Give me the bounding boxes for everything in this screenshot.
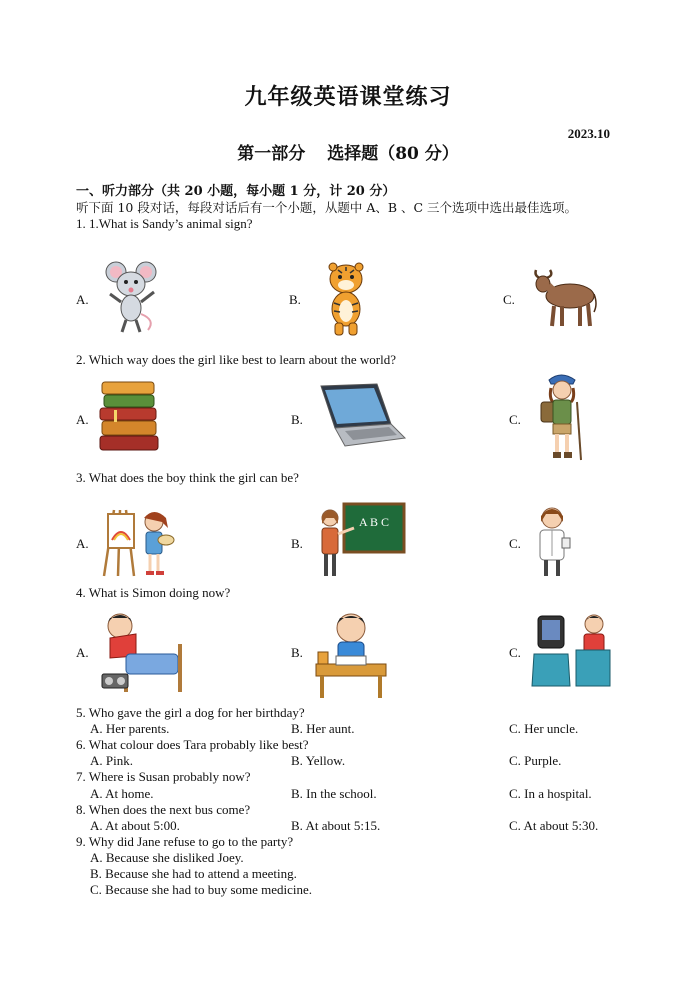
question-2-text: 2. Which way does the girl like best to learn about the world? — [76, 352, 396, 367]
q6-option-b[interactable]: B. Yellow. — [291, 753, 346, 768]
q5-option-b[interactable]: B. Her aunt. — [291, 721, 355, 736]
question-5-text: 5. Who gave the girl a dog for her birthday? — [76, 705, 305, 720]
exam-date: 2023.10 — [567, 126, 610, 141]
q7-option-a[interactable]: A. At home. — [90, 786, 154, 801]
q2-option-b-label[interactable]: B. — [291, 412, 303, 427]
q3-option-c-label[interactable]: C. — [509, 536, 521, 551]
section-instruction: 听下面 10 段对话，每段对话后有一个小题，从题中 A、B 、C 三个选项中选出最佳选项。 — [76, 200, 578, 215]
q4-option-c-label[interactable]: C. — [509, 645, 521, 660]
boy-in-bed-icon — [96, 608, 186, 696]
q5-option-c[interactable]: C. Her uncle. — [509, 721, 579, 736]
q8-option-a[interactable]: A. At about 5:00. — [90, 818, 180, 833]
q2-option-a-label[interactable]: A. — [76, 412, 89, 427]
q2-option-c-label[interactable]: C. — [509, 412, 521, 427]
blackboard-text: A B C — [358, 515, 390, 529]
question-1-text: 1. 1.What is Sandy’s animal sign? — [76, 216, 253, 231]
doctor-icon — [530, 504, 574, 580]
part-name: 选择题（80 分） — [327, 144, 459, 164]
mouse-icon — [104, 260, 162, 334]
tiger-icon — [318, 261, 374, 337]
question-4-text: 4. What is Simon doing now? — [76, 585, 231, 600]
ox-icon — [530, 266, 598, 330]
q4-option-b-label[interactable]: B. — [291, 645, 303, 660]
q6-option-c[interactable]: C. Purple. — [509, 753, 562, 768]
q6-option-a[interactable]: A. Pink. — [90, 753, 133, 768]
part-heading — [0, 139, 696, 164]
q7-option-b[interactable]: B. In the school. — [291, 786, 377, 801]
q9-option-a[interactable]: A. Because she disliked Joey. — [90, 850, 244, 865]
boy-studying-icon — [314, 606, 388, 700]
question-7-text: 7. Where is Susan probably now? — [76, 769, 251, 784]
laptop-icon — [315, 382, 407, 452]
books-icon — [98, 380, 160, 454]
question-8-text: 8. When does the next bus come? — [76, 802, 251, 817]
section-heading: 一、听力部分（共 20 小题，每小题 1 分，计 20 分） — [76, 184, 396, 199]
part-label: 第一部分 — [237, 144, 306, 164]
q8-option-b[interactable]: B. At about 5:15. — [291, 818, 381, 833]
q8-option-c[interactable]: C. At about 5:30. — [509, 818, 599, 833]
q9-option-b[interactable]: B. Because she had to attend a meeting. — [90, 866, 297, 881]
q7-option-c[interactable]: C. In a hospital. — [509, 786, 592, 801]
question-6-text: 6. What colour does Tara probably like best? — [76, 737, 309, 752]
q3-option-a-label[interactable]: A. — [76, 536, 89, 551]
hiker-girl-icon — [537, 372, 587, 462]
q3-option-b-label[interactable]: B. — [291, 536, 303, 551]
painter-girl-icon — [96, 506, 176, 578]
q9-option-c[interactable]: C. Because she had to buy some medicine. — [90, 882, 313, 897]
boy-watching-tv-icon — [530, 610, 612, 690]
q5-option-a[interactable]: A. Her parents. — [90, 721, 170, 736]
question-3-text: 3. What does the boy think the girl can be? — [76, 470, 299, 485]
q1-option-a-label[interactable]: A. — [76, 292, 89, 307]
q1-option-b-label[interactable]: B. — [289, 292, 301, 307]
page-title: 九年级英语课堂练习 — [244, 84, 452, 110]
q1-option-c-label[interactable]: C. — [503, 292, 515, 307]
q4-option-a-label[interactable]: A. — [76, 645, 89, 660]
question-9-text: 9. Why did Jane refuse to go to the party? — [76, 834, 294, 849]
teacher-icon — [314, 502, 406, 580]
